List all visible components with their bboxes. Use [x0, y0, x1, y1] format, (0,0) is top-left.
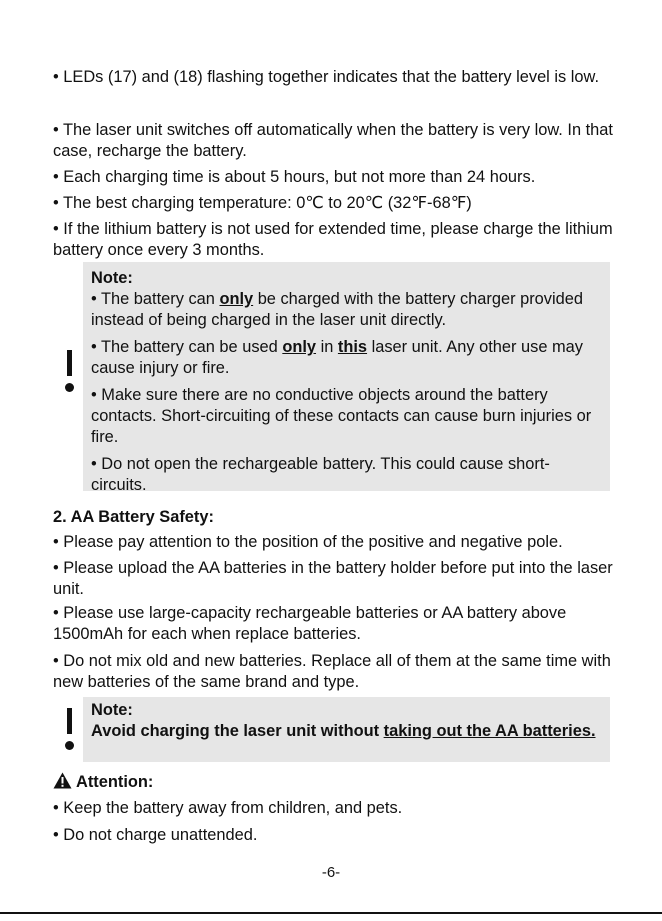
footer-rule — [0, 912, 662, 914]
note-item-contacts: • Make sure there are no conductive objects around the battery contacts. Short-circuiting of these contacts can cause burn injuries or fire. — [91, 386, 592, 446]
charging-time-text: • Each charging time is about 5 hours, but not more than 24 hours. — [53, 168, 536, 186]
note-title: Note: — [91, 701, 133, 719]
note-item-open: • Do not open the rechargeable battery. This could cause short-circuits. — [91, 455, 550, 494]
aa-mixing-text: • Do not mix old and new batteries. Replace all of them at the same time with new batteries of the same brand and type. — [53, 652, 611, 691]
warning-triangle-icon — [53, 772, 72, 795]
aa-note-box — [53, 697, 610, 762]
aa-safety-heading: 2. AA Battery Safety: — [53, 508, 214, 526]
attention-heading — [53, 772, 153, 795]
storage-charge-text: • If the lithium battery is not used for extended time, please charge the lithium battery once every 3 months. — [53, 220, 613, 259]
keep-away-text: • Keep the battery away from children, and pets. — [53, 799, 403, 817]
page-number: -6- — [321, 864, 341, 881]
note-title: Note: — [91, 269, 133, 287]
exclamation-icon — [60, 708, 78, 750]
unattended-text: • Do not charge unattended. — [53, 826, 258, 844]
lithium-note-box — [53, 262, 610, 494]
note-item-usage: • The battery can be used only in this laser unit. Any other use may cause injury or fire. — [91, 338, 583, 377]
aa-capacity-text: • Please use large-capacity rechargeable batteries or AA battery above 1500mAh for each when replace batteries. — [53, 604, 567, 643]
aa-polarity-text: • Please pay attention to the position of the positive and negative pole. — [53, 533, 563, 551]
exclamation-icon — [60, 350, 78, 392]
lithium-note-content — [91, 268, 600, 496]
auto-switch-off-text: • The laser unit switches off automatically when the battery is very low. In that case, recharge the battery. — [53, 121, 613, 160]
aa-note-text: Avoid charging the laser unit without taking out the AA batteries. — [91, 722, 596, 740]
aa-note-content — [91, 700, 600, 742]
aa-upload-text: • Please upload the AA batteries in the battery holder before put into the laser unit. — [53, 559, 613, 598]
charging-temperature-text: • The best charging temperature: 0℃ to 20℃ (32℉-68℉) — [53, 194, 472, 212]
battery-low-led-text: • LEDs (17) and (18) flashing together indicates that the battery level is low. — [53, 68, 600, 86]
attention-title: Attention: — [76, 773, 154, 791]
note-item-charger: • The battery can only be charged with the battery charger provided instead of being charged in the laser unit directly. — [91, 290, 583, 329]
